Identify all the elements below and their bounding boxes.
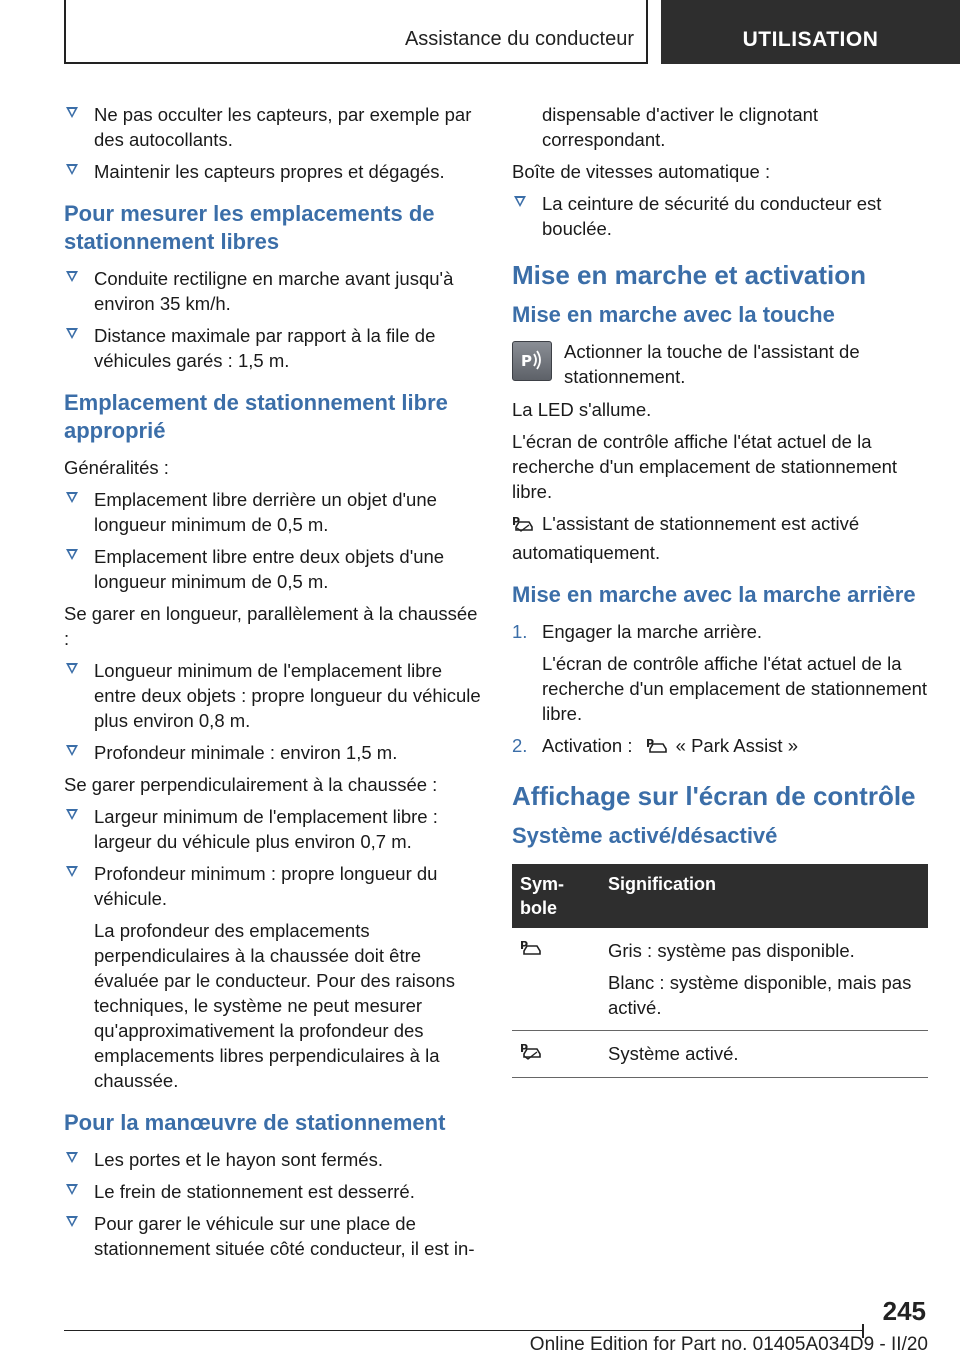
paragraph: Généralités : bbox=[64, 457, 169, 478]
button-instruction: P Actionner la touche de l'assistant de stationnement. bbox=[512, 339, 930, 389]
bullet-arrow-icon bbox=[66, 866, 78, 877]
bullet-arrow-icon bbox=[66, 492, 78, 503]
list-item: La ceinture de sécurité du conducteur est bouclée. bbox=[512, 191, 930, 241]
heading-measure: Pour mesurer les emplacements de stationnement libres bbox=[64, 201, 435, 254]
heading-maneuver: Pour la manœuvre de stationnement bbox=[64, 1110, 446, 1135]
list-item: Conduite rectiligne en marche avant jusqu'à environ 35 km/h. bbox=[64, 266, 482, 316]
section-title: Assistance du conducteur bbox=[404, 28, 634, 50]
edition-note: Online Edition for Part no. 01405A034D9 - II/20 bbox=[529, 1334, 928, 1355]
park-assist-inactive-icon bbox=[520, 941, 544, 962]
svg-text:P: P bbox=[520, 1042, 529, 1055]
paragraph: P L'assistant de stationnement est activé automatiquement. bbox=[512, 513, 860, 563]
chapter-title: UTILISATION bbox=[742, 28, 879, 51]
table-cell-text: Système activé. bbox=[600, 1031, 928, 1078]
numbered-step: 1. Engager la marche arrière. bbox=[512, 621, 763, 642]
heading-status: Système activé/désactivé bbox=[512, 823, 778, 848]
list-item: Profondeur minimale : environ 1,5 m. bbox=[64, 740, 482, 765]
bullet-arrow-icon bbox=[66, 809, 78, 820]
bullet-arrow-icon bbox=[514, 196, 526, 207]
heading-display: Affichage sur l'écran de contrôle bbox=[512, 781, 916, 811]
paragraph: Se garer perpendiculairement à la chaussée : bbox=[64, 774, 438, 795]
svg-text:P: P bbox=[520, 939, 529, 952]
heading-start-activation: Mise en marche et activation bbox=[512, 260, 867, 290]
heading-start-reverse: Mise en marche avec la marche arrière bbox=[512, 582, 916, 607]
paragraph: L'écran de contrôle affiche l'état actuel de la recherche d'un emplacement de stationnement libre. bbox=[512, 431, 898, 502]
list-item: Ne pas occulter les capteurs, par exemple par des autocollants. bbox=[64, 102, 482, 152]
table-header-meaning: Signification bbox=[600, 864, 928, 928]
park-assist-icon bbox=[512, 514, 536, 540]
list-item: Distance maximale par rapport à la file de véhicules garés : 1,5 m. bbox=[64, 323, 482, 373]
list-item: Les portes et le hayon sont fermés. bbox=[64, 1147, 482, 1172]
list-item: Le frein de stationnement est desserré. bbox=[64, 1179, 482, 1204]
numbered-step: 2. Activation : P « Park Assist » bbox=[512, 733, 930, 762]
park-assist-icon bbox=[646, 736, 670, 762]
footer-rule bbox=[64, 1330, 862, 1331]
bullet-arrow-icon bbox=[66, 328, 78, 339]
table-header-symbol: Sym- bole bbox=[512, 864, 600, 928]
heading-start-button: Mise en marche avec la touche bbox=[512, 302, 835, 327]
list-item: Emplacement libre derrière un objet d'une longueur minimum de 0,5 m. bbox=[64, 487, 482, 537]
bullet-arrow-icon bbox=[66, 164, 78, 175]
table-row bbox=[512, 928, 928, 1031]
park-assist-button-icon bbox=[512, 341, 552, 381]
list-item: Pour garer le véhicule sur une place de stationnement située côté conducteur, il est in- bbox=[64, 1211, 482, 1261]
step-number: 1. bbox=[512, 621, 528, 642]
svg-text:P: P bbox=[512, 515, 521, 528]
bullet-arrow-icon bbox=[66, 663, 78, 674]
bullet-arrow-icon bbox=[66, 745, 78, 756]
table-cell-text: Gris : système pas disponible. bbox=[608, 940, 855, 961]
running-header-chapter bbox=[661, 0, 960, 64]
step-number: 2. bbox=[512, 735, 528, 756]
page-number: 245 bbox=[882, 1296, 926, 1326]
paragraph: Se garer en longueur, parallèlement à la chaussée : bbox=[64, 603, 478, 649]
bullet-arrow-icon bbox=[66, 549, 78, 560]
bullet-arrow-icon bbox=[66, 1152, 78, 1163]
svg-text:P: P bbox=[521, 352, 532, 370]
list-item: Largeur minimum de l'emplacement libre : largeur du véhicule plus environ 0,7 m. bbox=[64, 804, 482, 854]
bullet-arrow-icon bbox=[66, 1184, 78, 1195]
svg-text:P: P bbox=[645, 737, 654, 750]
list-item-continuation: dispensable d'activer le clignotant correspondant. bbox=[542, 104, 819, 150]
bullet-arrow-icon bbox=[66, 1216, 78, 1227]
heading-suitable-space: Emplacement de stationnement libre approprié bbox=[64, 390, 448, 443]
symbol-table bbox=[512, 864, 928, 1078]
list-item: Longueur minimum de l'emplacement libre entre deux objets : propre longueur du véhicule plus environ 0,8 m. bbox=[64, 658, 482, 733]
table-cell-text: Blanc : système disponible, mais pas activé. bbox=[608, 972, 912, 1018]
list-item: Maintenir les capteurs propres et dégagés. bbox=[64, 159, 482, 184]
left-column bbox=[64, 102, 482, 1268]
table-row bbox=[512, 1031, 928, 1078]
list-item: Profondeur minimum : propre longueur du véhicule. bbox=[64, 861, 482, 911]
bullet-arrow-icon bbox=[66, 271, 78, 282]
list-item-note: La profondeur des emplacements perpendiculaires à la chaussée doit être évaluée par le conducteur. Pour des raisons techniques, le système ne peut mesurer qu'approximativement la profondeur des emplacements libres perpendiculaires à la chaussée. bbox=[94, 920, 455, 1091]
park-assist-active-icon bbox=[520, 1044, 546, 1065]
running-header-section bbox=[64, 0, 648, 64]
paragraph: La LED s'allume. bbox=[512, 399, 652, 420]
paragraph: Boîte de vitesses automatique : bbox=[512, 161, 771, 182]
step-note: L'écran de contrôle affiche l'état actuel de la recherche d'un emplacement de stationnement libre. bbox=[542, 653, 928, 724]
list-item: Emplacement libre entre deux objets d'une longueur minimum de 0,5 m. bbox=[64, 544, 482, 594]
bullet-arrow-icon bbox=[66, 107, 78, 118]
right-column bbox=[512, 102, 930, 1078]
